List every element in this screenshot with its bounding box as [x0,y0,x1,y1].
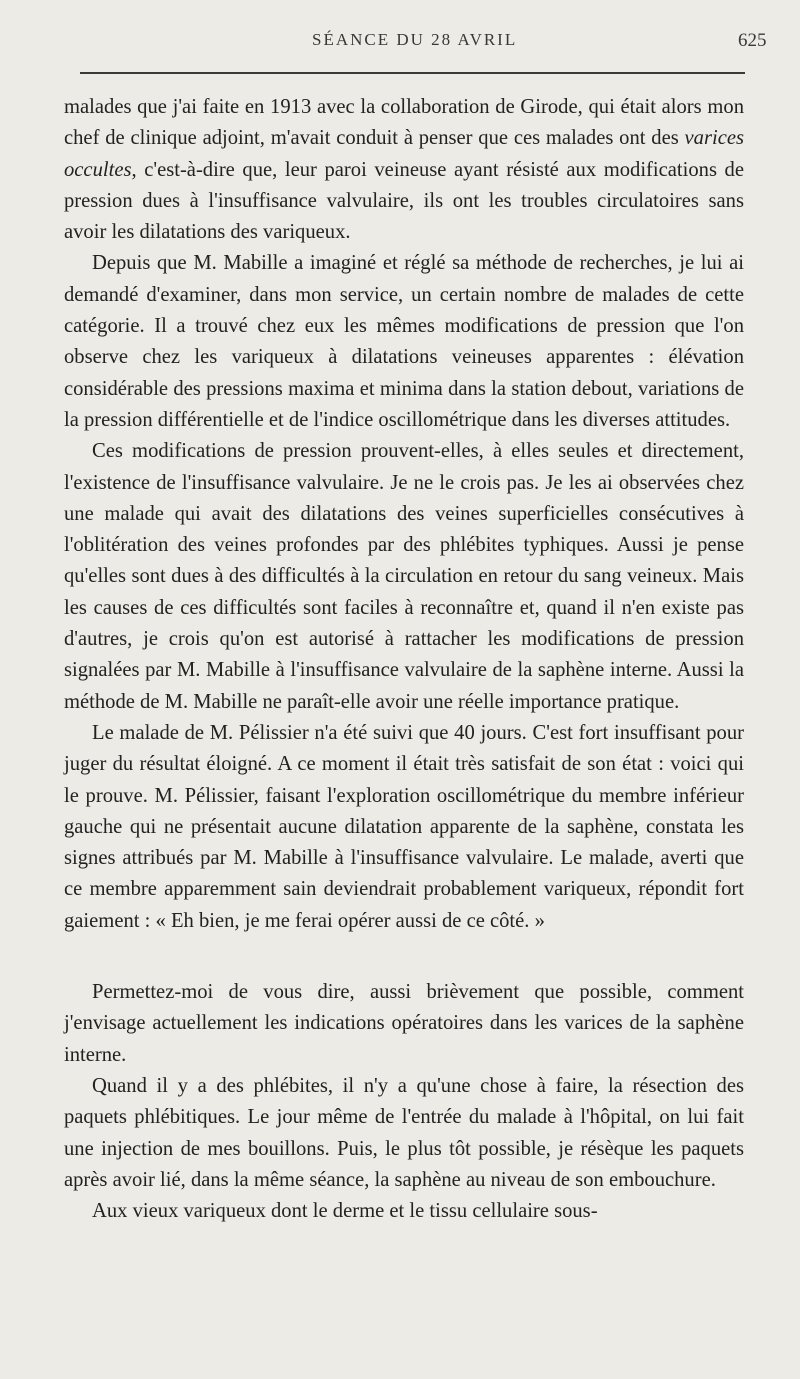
paragraph-6: Quand il y a des phlébites, il n'y a qu'une chose à faire, la résection des paquets phlébitiques. Le jour même de l'entrée du malade à l'hôpital, on lui fait une injection de mes bouillons. Puis, le plus tôt possible, je résèque les paquets après avoir lié, dans la même séance, la saphène au niveau de son embouchure. [64,1074,744,1191]
paragraph-7: Aux vieux variqueux dont le derme et le tissu cellulaire sous- [92,1200,598,1223]
body-text [64,92,744,1227]
italic-term: varices occultes [64,127,744,181]
page-header [0,30,800,58]
paragraph-1-end: , c'est-à-dire que, leur paroi veineuse ayant résisté aux modifications de pression dues à l'insuffisance valvulaire, ils ont les troubles circulatoires sans avoir les dilatations des variqueux. [64,158,744,244]
running-head: SÉANCE DU 28 AVRIL [312,30,518,49]
paragraph-1-start: malades que j'ai faite en 1913 avec la collaboration de Girode, qui était alors mon chef de clinique adjoint, m'avait conduit à penser que ces malades ont des [64,96,744,150]
header-rule [80,72,745,74]
page-number: 625 [738,30,767,51]
paragraph-3: Ces modifications de pression prouvent-elles, à elles seules et directement, l'existence de l'insuffisance valvulaire. Je ne le crois pas. Je les ai observées chez une malade qui avait des dilatations des veines superficielles consécutives à l'oblitération des veines profondes par des phlébites typhiques. Aussi je pense qu'elles sont dues à des difficultés à la circulation en retour du sang veineux. Mais les causes de ces difficultés sont faciles à reconnaître et, quand il n'en existe pas d'autres, je crois qu'on est autorisé à rattacher les modifications de pression signalées par M. Mabille à l'insuffisance valvulaire de la saphène interne. Aussi la méthode de M. Mabille ne paraît-elle avoir une réelle importance pratique. [64,440,744,713]
paragraph-1 [64,92,744,248]
paragraph-4: Le malade de M. Pélissier n'a été suivi que 40 jours. C'est fort insuffisant pour juger du résultat éloigné. A ce moment il était très satisfait de son état : voici qui le prouve. M. Pélissier, faisant l'exploration oscillométrique du membre inférieur gauche qui ne présentait aucune dilatation apparente de la saphène, constata les signes attribués par M. Mabille à l'insuffisance valvulaire. Le malade, averti que ce membre apparemment sain deviendrait probablement variqueux, répondit fort gaiement : « Eh bien, je me ferai opérer aussi de ce côté. » [64,721,744,932]
paragraph-2: Depuis que M. Mabille a imaginé et réglé sa méthode de recherches, je lui ai demandé d'examiner, dans mon service, un certain nombre de malades de cette catégorie. Il a trouvé chez eux les mêmes modifications de pression que l'on observe chez les variqueux à dilatations veineuses apparentes : élévation considérable des pressions maxima et minima dans la station debout, variations de la pression différentielle et de l'indice oscillométrique dans les diverses attitudes. [64,252,744,431]
paragraph-5: Permettez-moi de vous dire, aussi brièvement que possible, comment j'envisage actuellement les indications opératoires dans les varices de la saphène interne. [64,981,744,1066]
